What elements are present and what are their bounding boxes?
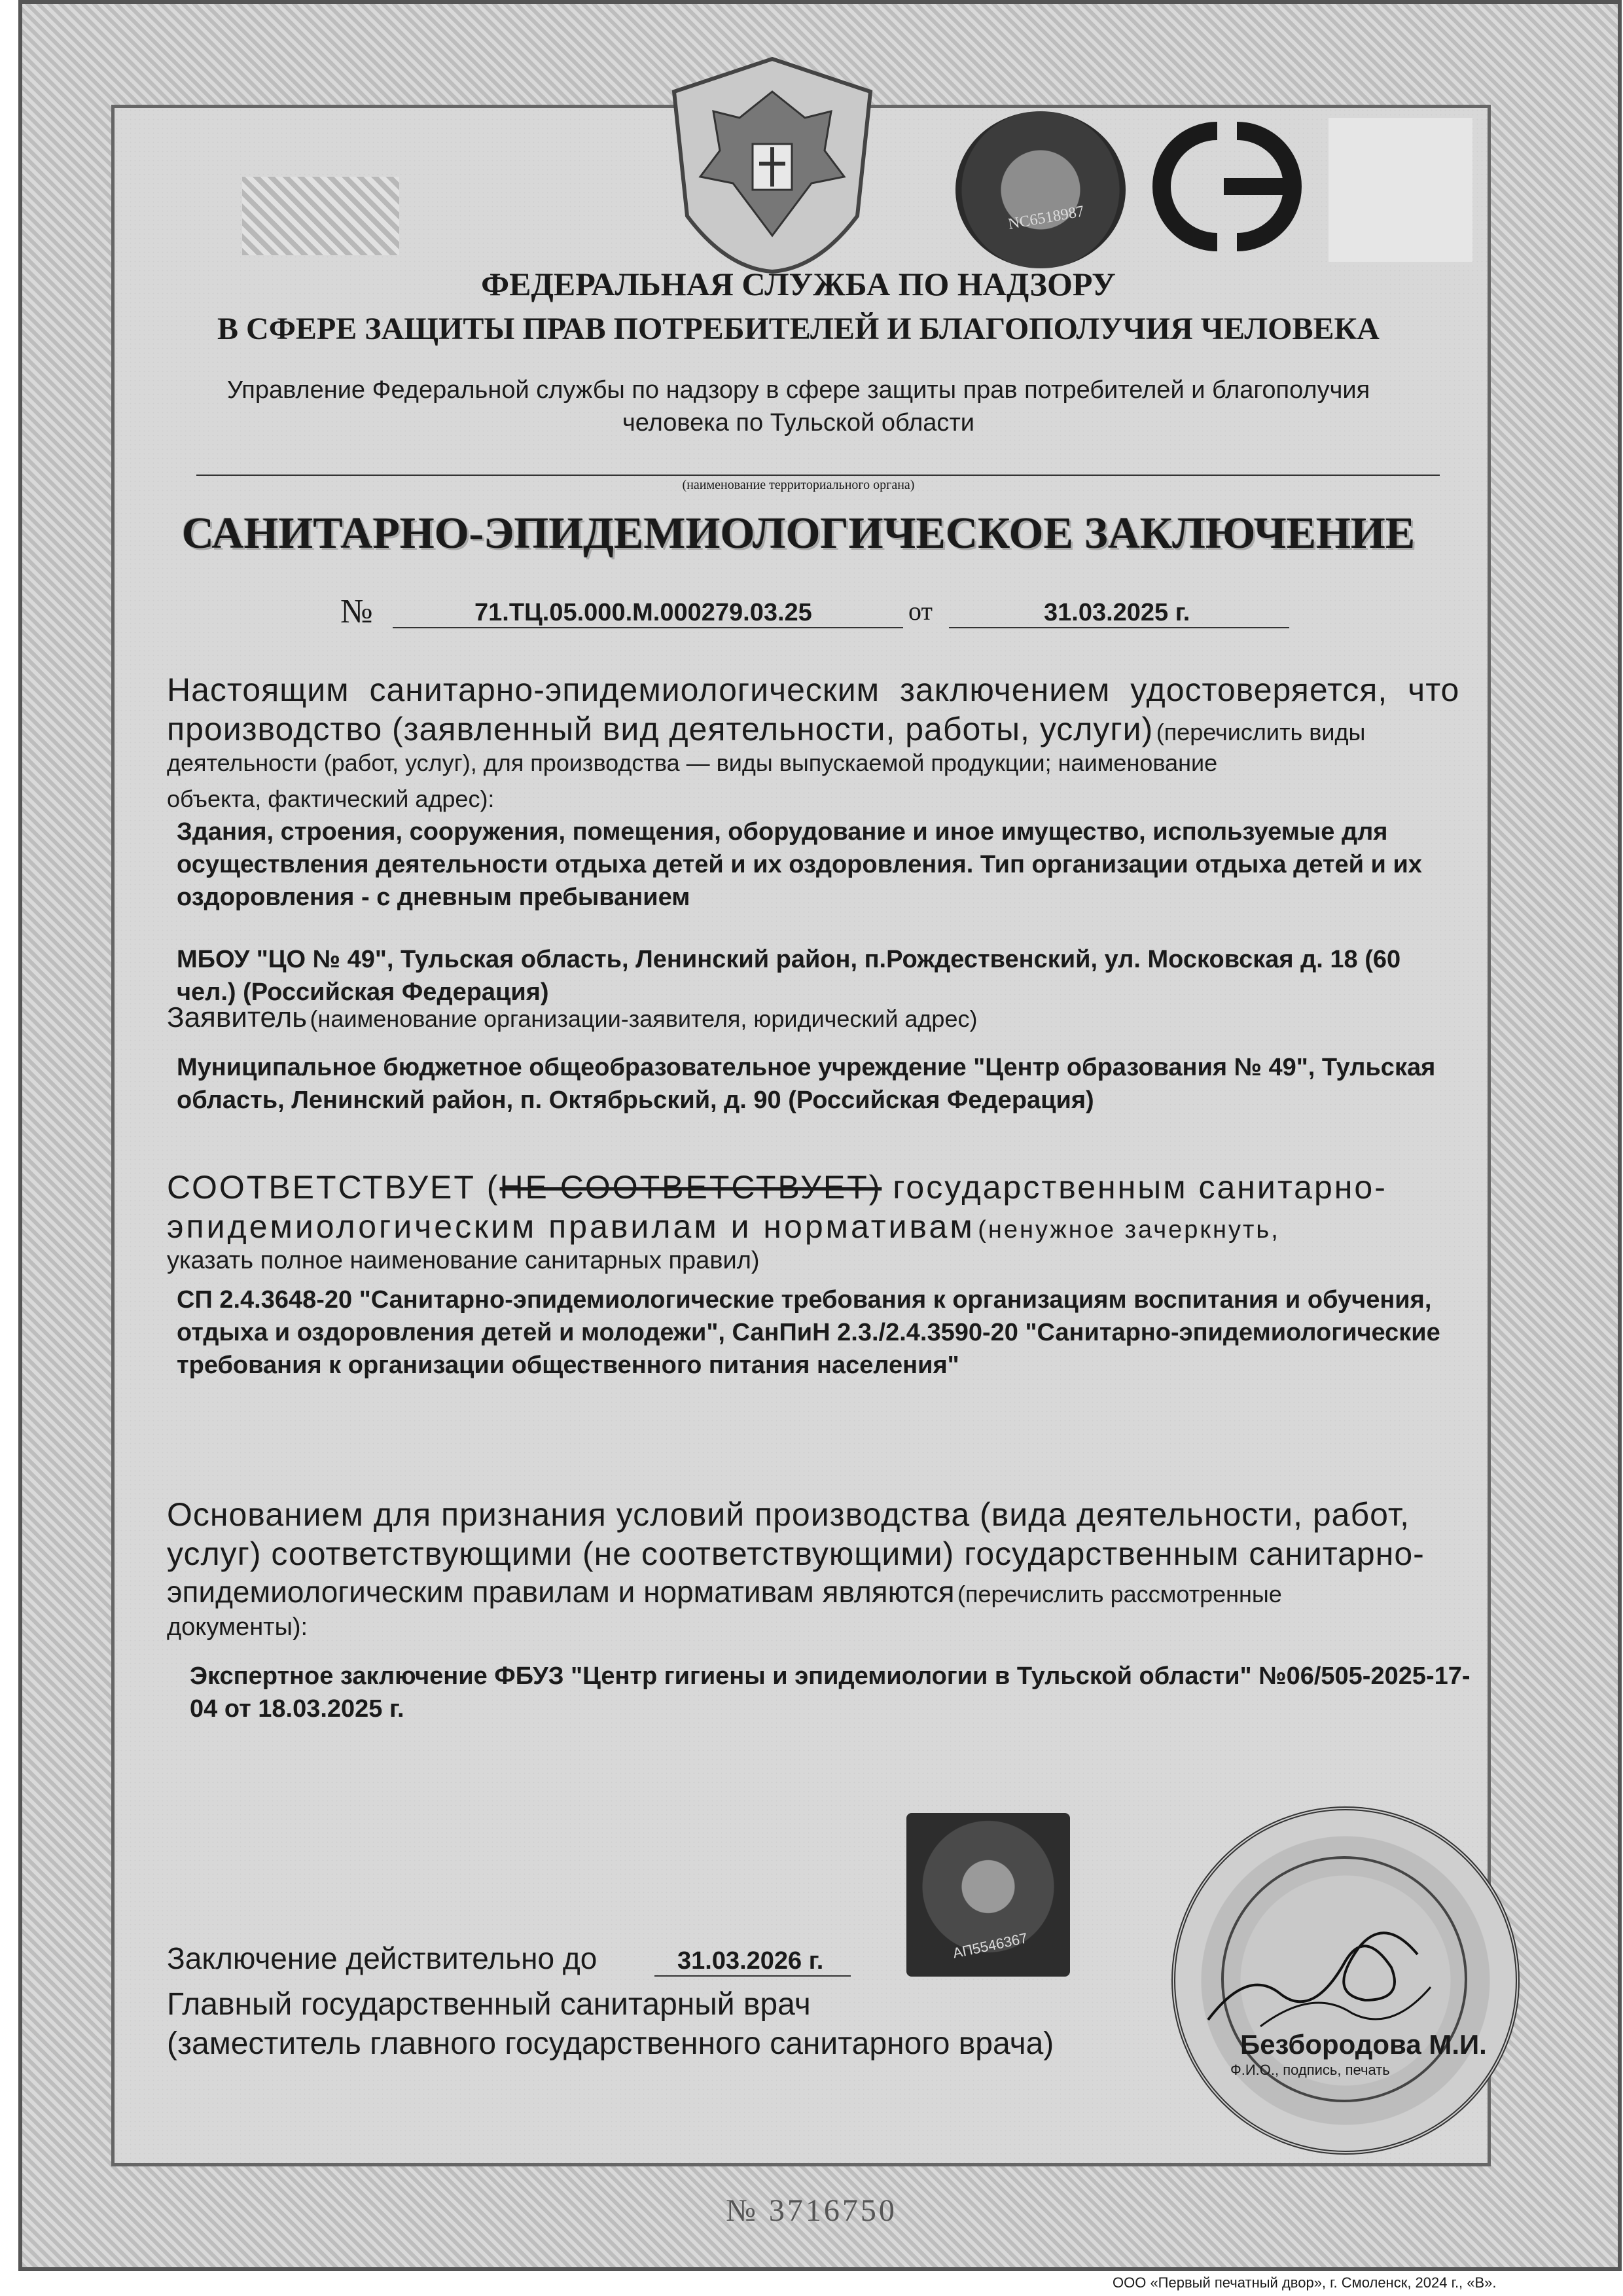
object-line-2: осуществления деятельности отдыха детей и их оздоровления. Тип организации отдыха детей и их <box>177 851 1422 878</box>
hologram-top-icon <box>955 111 1126 268</box>
intro-line-2b: (перечислить виды <box>1156 719 1366 745</box>
basis-line-3 <box>167 1574 1282 1609</box>
rules-line-3: требования к организации общественного питания населения" <box>177 1352 959 1379</box>
number-underline <box>393 627 903 628</box>
basis-line-1: Основанием для признания условий производства (вида деятельности, работ, <box>167 1496 1410 1533</box>
date-underline <box>949 627 1289 628</box>
signatory-name: Безбородова М.И. <box>1240 2029 1487 2060</box>
official-seal <box>1171 1806 1520 2155</box>
object-line-1: Здания, строения, сооружения, помещения, оборудование и иное имущество, используемые для <box>177 818 1388 846</box>
applicant-line-1: Муниципальное бюджетное общеобразовательное учреждение "Центр образования № 49", Тульская <box>177 1054 1436 1081</box>
signatory-deputy: (заместитель главного государственного санитарного врача) <box>167 2026 1054 2061</box>
hologram-top-number: NC6518987 <box>1007 203 1086 233</box>
validity-label: Заключение действительно до <box>167 1941 597 1975</box>
object-line-3: оздоровления - с дневным пребыванием <box>177 884 690 911</box>
serial-number: № 3716750 <box>726 2193 897 2228</box>
conformity-rest: государственным санитарно- <box>882 1169 1387 1206</box>
se-mark-icon <box>1152 118 1302 255</box>
applicant-caption: (наименование организации-заявителя, юридический адрес) <box>310 1005 978 1032</box>
territorial-line-2: человека по Тульской области <box>622 409 975 437</box>
coat-of-arms-icon <box>661 52 883 275</box>
applicant-line-2: область, Ленинский район, п. Октябрьский, д. 90 (Российская Федерация) <box>177 1086 1094 1114</box>
doc-title: САНИТАРНО-ЭПИДЕМИОЛОГИЧЕСКОЕ ЗАКЛЮЧЕНИЕ <box>181 508 1416 558</box>
doc-number: 71.ТЦ.05.000.М.000279.03.25 <box>474 599 812 626</box>
object-address-2: чел.) (Российская Федерация) <box>177 978 549 1006</box>
basis-document-2: 04 от 18.03.2025 г. <box>190 1695 404 1723</box>
intro-line-4: объекта, фактический адрес): <box>167 785 495 812</box>
hologram-bottom-icon <box>906 1813 1070 1977</box>
conformity-not-complies: НЕ СООТВЕТСТВУЕТ) <box>499 1169 882 1206</box>
applicant-label: Заявитель <box>167 1001 308 1033</box>
conformity-strike-note: (ненужное зачеркнуть, <box>978 1216 1280 1244</box>
hologram-bottom-number: AП5546367 <box>951 1929 1029 1962</box>
validity-date: 31.03.2026 г. <box>677 1947 824 1975</box>
doc-date: 31.03.2025 г. <box>1044 599 1190 626</box>
intro-line-2 <box>167 710 1365 748</box>
conformity-line-2 <box>167 1208 1280 1246</box>
intro-line-1: Настоящим санитарно-эпидемиологическим заключением удостоверяется, что <box>167 672 1460 708</box>
number-label: № <box>340 593 373 630</box>
conformity-line-3: указать полное наименование санитарных правил) <box>167 1247 760 1274</box>
printer-footer: ООО «Первый печатный двор», г. Смоленск, 2024 г., «В». <box>1113 2274 1497 2291</box>
validity-underline <box>654 1975 851 1977</box>
signatory-caption: Ф.И.О., подпись, печать <box>1230 2062 1390 2078</box>
signatory-title: Главный государственный санитарный врач <box>167 1987 811 2022</box>
territorial-underline <box>196 475 1440 476</box>
agency-line-2: В СФЕРЕ ЗАЩИТЫ ПРАВ ПОТРЕБИТЕЛЕЙ И БЛАГОПОЛУЧИЯ ЧЕЛОВЕКА <box>217 312 1380 346</box>
basis-line-3a: эпидемиологическим правилам и нормативам являются <box>167 1575 955 1609</box>
territorial-line-1: Управление Федеральной службы по надзору в сфере защиты прав потребителей и благополучия <box>226 376 1370 404</box>
intro-line-2a: производство (заявленный вид деятельности, работы, услуги) <box>167 711 1154 747</box>
intro-line-3: деятельности (работ, услуг), для производства — виды выпускаемой продукции; наименование <box>167 749 1218 776</box>
object-address-1: МБОУ "ЦО № 49", Тульская область, Ленинский район, п.Рождественский, ул. Московская д. 18 (60 <box>177 946 1401 973</box>
conformity-line-1 <box>167 1168 1387 1206</box>
applicant-row <box>167 1001 977 1034</box>
agency-line-1: ФЕДЕРАЛЬНАЯ СЛУЖБА ПО НАДЗОРУ <box>481 266 1116 302</box>
territorial-caption: (наименование территориального органа) <box>682 478 915 492</box>
corner-pattern <box>242 177 399 255</box>
signature-scribble-icon <box>1195 1889 1457 2053</box>
corner-square <box>1329 118 1472 262</box>
conformity-rules-phrase: эпидемиологическим правилам и нормативам <box>167 1208 975 1245</box>
rules-line-1: СП 2.4.3648-20 "Санитарно-эпидемиологические требования к организациям воспитания и обучения, <box>177 1286 1432 1314</box>
basis-line-3b: (перечислить рассмотренные <box>957 1581 1282 1607</box>
basis-document-1: Экспертное заключение ФБУЗ "Центр гигиены и эпидемиологии в Тульской области" №06/505-2025-17- <box>190 1662 1471 1690</box>
basis-line-2: услуг) соответствующими (не соответствующими) государственным санитарно- <box>167 1535 1425 1572</box>
rules-line-2: отдыха и оздоровления детей и молодежи", СанПиН 2.3./2.4.3590-20 "Санитарно-эпидемиологические <box>177 1319 1440 1346</box>
conformity-complies: СООТВЕТСТВУЕТ ( <box>167 1169 500 1206</box>
date-label: от <box>908 596 933 626</box>
basis-line-4: документы): <box>167 1613 308 1641</box>
